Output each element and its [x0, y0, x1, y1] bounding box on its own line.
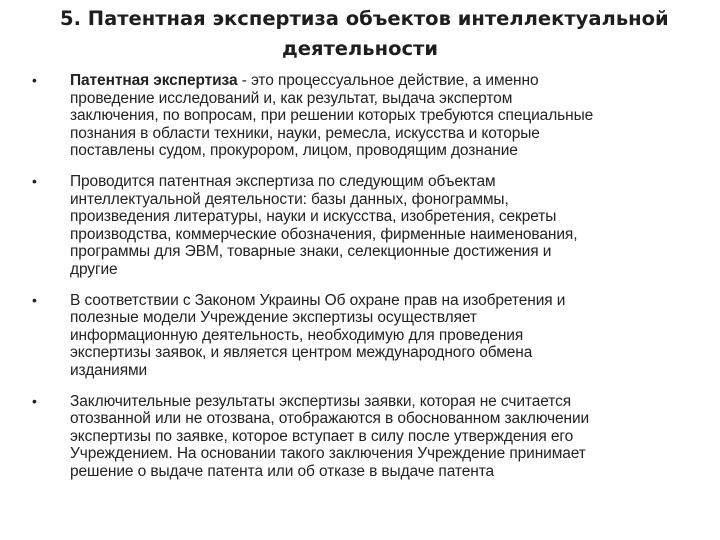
- bullet-line: интеллектуальной деятельности: базы данных, фонограммы,: [70, 190, 509, 208]
- bullet-item: [32, 292, 702, 380]
- title-line-1: 5. Патентная экспертиза объектов интеллектуальной: [60, 7, 669, 30]
- bullet-line: познания в области техники, науки, ремесла, искусства и которые: [70, 124, 540, 142]
- bullet-line: Учреждением. На основании такого заключения Учреждение принимает: [70, 445, 586, 463]
- bullet-item: [32, 173, 702, 279]
- bullet-text: - это процессуальное действие, а именно: [237, 72, 539, 89]
- bullet-line: отозванной или не отозвана, отображаются в обоснованном заключении: [70, 410, 590, 428]
- title-line-2: деятельности: [281, 37, 439, 60]
- bullet-item: [32, 393, 702, 481]
- bullet-item: [32, 72, 702, 160]
- bullet-line: изданиями: [70, 361, 148, 379]
- bullet-marker: •: [32, 172, 37, 189]
- slide-title: [60, 4, 669, 64]
- bullet-line: экспертизы заявок, и является центром международного обмена: [70, 344, 533, 362]
- bullet-marker: •: [32, 291, 37, 308]
- bullet-line: экспертизы по заявке, которое вступает в силу после утверждения его: [70, 427, 574, 445]
- bullet-line: заключения, по вопросам, при решении которых требуются специальные: [70, 107, 594, 125]
- bullet-line: решение о выдаче патента или об отказе в выдаче патента: [70, 462, 495, 480]
- bullet-line: [70, 72, 702, 90]
- bullet-line: производства, коммерческие обозначения, фирменные наименования,: [70, 225, 578, 243]
- bullet-marker: •: [32, 392, 37, 409]
- bullet-line: программы для ЭВМ, товарные знаки, селекционные достижения и: [70, 243, 552, 261]
- bullet-marker: •: [32, 72, 37, 88]
- bullet-line: полезные модели Учреждение экспертизы осуществляет: [70, 309, 477, 327]
- bullet-line: информационную деятельность, необходимую для проведения: [70, 326, 524, 344]
- bullet-line: В соответствии с Законом Украины Об охране прав на изобретения и: [70, 291, 566, 309]
- bullet-list: [32, 72, 702, 493]
- bullet-line: поставлены судом, прокурором, лицом, проводящим дознание: [70, 142, 518, 160]
- bullet-line: Заключительные результаты экспертизы заявки, которая не считается: [70, 392, 572, 410]
- bullet-line: другие: [70, 260, 118, 278]
- term-bold: Патентная экспертиза: [70, 72, 238, 89]
- bullet-line: произведения литературы, науки и искусства, изобретения, секреты: [70, 208, 557, 226]
- bullet-line: проведение исследований и, как результат, выдача экспертом: [70, 89, 513, 107]
- bullet-line: Проводится патентная экспертиза по следующим объектам: [70, 172, 496, 190]
